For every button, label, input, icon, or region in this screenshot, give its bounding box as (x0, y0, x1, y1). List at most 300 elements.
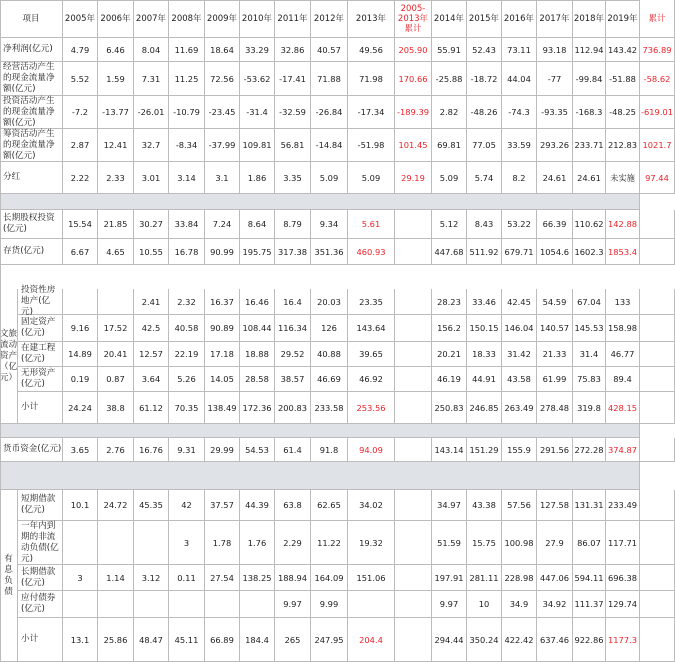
table-cell: 9.31 (169, 438, 205, 462)
table-cell: 6.46 (98, 38, 134, 62)
table-cell: 2.41 (134, 289, 169, 315)
table-cell (640, 289, 675, 315)
table-cell: 594.11 (573, 565, 606, 591)
column-header: 2010年 (240, 0, 275, 38)
column-header: 2007年 (134, 0, 169, 38)
table-cell: 0.87 (98, 367, 134, 392)
table-cell: 5.52 (63, 62, 98, 96)
table-cell: 143.42 (606, 38, 640, 62)
table-cell: 138.25 (240, 565, 275, 591)
column-header: 2009年 (205, 0, 240, 38)
table-cell: -74.3 (502, 96, 537, 129)
table-cell: 4.65 (98, 239, 134, 265)
table-cell (395, 618, 432, 662)
table-cell (395, 210, 432, 239)
table-cell: 1.14 (98, 565, 134, 591)
table-cell: 32.7 (134, 129, 169, 162)
column-header: 2005-2013年累计 (395, 0, 432, 38)
table-cell: 5.74 (467, 162, 502, 194)
table-cell: 27.9 (537, 521, 573, 565)
row-label: 投资活动产生的现金流量净额(亿元) (0, 96, 63, 129)
table-cell: 460.93 (348, 239, 395, 265)
row-label: 分红 (0, 162, 63, 194)
table-cell: 212.83 (606, 129, 640, 162)
table-cell: 246.85 (467, 392, 502, 424)
table-cell: -37.99 (205, 129, 240, 162)
table-cell: -77 (537, 62, 573, 96)
table-cell: 45.11 (169, 618, 205, 662)
table-cell: 16.37 (205, 289, 240, 315)
table-cell: 447.68 (432, 239, 467, 265)
table-cell: 24.24 (63, 392, 98, 424)
table-cell: 679.71 (502, 239, 537, 265)
table-cell: 97.44 (640, 162, 675, 194)
table-cell: 922.86 (573, 618, 606, 662)
table-cell: 61.4 (275, 438, 311, 462)
table-cell (395, 289, 432, 315)
table-cell: 143.64 (348, 315, 395, 342)
table-cell: 66.39 (537, 210, 573, 239)
table-cell: 57.56 (502, 490, 537, 521)
table-cell: 33.29 (240, 38, 275, 62)
table-cell: 52.43 (467, 38, 502, 62)
table-cell: 2.32 (169, 289, 205, 315)
table-cell: 69.81 (432, 129, 467, 162)
table-cell: 91.8 (311, 438, 348, 462)
table-cell: 7.31 (134, 62, 169, 96)
table-cell: 3 (169, 521, 205, 565)
column-header: 2018年 (573, 0, 606, 38)
table-cell: 1.86 (240, 162, 275, 194)
row-label: 在建工程(亿元) (18, 342, 63, 367)
table-cell (169, 591, 205, 618)
column-header: 2016年 (502, 0, 537, 38)
table-cell: 204.4 (348, 618, 395, 662)
table-cell: 19.32 (348, 521, 395, 565)
table-cell: 29.52 (275, 342, 311, 367)
table-cell: -189.39 (395, 96, 432, 129)
table-cell (348, 591, 395, 618)
table-cell: 16.46 (240, 289, 275, 315)
table-cell: 18.88 (240, 342, 275, 367)
table-cell: 20.41 (98, 342, 134, 367)
table-cell: 31.4 (573, 342, 606, 367)
table-cell: 29.99 (205, 438, 240, 462)
table-cell: 247.95 (311, 618, 348, 662)
table-cell: 151.06 (348, 565, 395, 591)
table-cell (395, 367, 432, 392)
table-cell: 40.57 (311, 38, 348, 62)
table-cell: -10.79 (169, 96, 205, 129)
table-cell: 3.12 (134, 565, 169, 591)
table-cell: 29.19 (395, 162, 432, 194)
table-cell: 696.38 (606, 565, 640, 591)
table-cell: 2.33 (98, 162, 134, 194)
table-cell: -619.01 (640, 96, 675, 129)
table-cell: 1853.4 (606, 239, 640, 265)
table-cell: 511.92 (467, 239, 502, 265)
table-cell: 228.98 (502, 565, 537, 591)
table-cell (395, 565, 432, 591)
table-cell: 23.35 (348, 289, 395, 315)
table-cell: -26.84 (311, 96, 348, 129)
table-cell: 143.14 (432, 438, 467, 462)
table-cell (395, 438, 432, 462)
table-cell: 351.36 (311, 239, 348, 265)
table-cell: -168.3 (573, 96, 606, 129)
table-cell: -7.2 (63, 96, 98, 129)
table-cell: 44.91 (467, 367, 502, 392)
column-header: 2008年 (169, 0, 205, 38)
table-cell: 42 (169, 490, 205, 521)
table-cell: 1.76 (240, 521, 275, 565)
table-cell: 18.64 (205, 38, 240, 62)
table-cell: 46.69 (311, 367, 348, 392)
table-cell: 3.64 (134, 367, 169, 392)
table-cell: 205.90 (395, 38, 432, 62)
table-cell: 25.86 (98, 618, 134, 662)
table-cell: 1602.3 (573, 239, 606, 265)
table-cell (395, 490, 432, 521)
table-cell (640, 342, 675, 367)
table-cell: 10 (467, 591, 502, 618)
table-cell: 1021.7 (640, 129, 675, 162)
table-cell: 3 (63, 565, 98, 591)
table-cell: -99.84 (573, 62, 606, 96)
table-cell: 55.91 (432, 38, 467, 62)
table-cell: 170.66 (395, 62, 432, 96)
table-cell: 94.09 (348, 438, 395, 462)
table-cell: 11.22 (311, 521, 348, 565)
table-cell: 250.83 (432, 392, 467, 424)
table-cell: 4.79 (63, 38, 98, 62)
table-cell: 428.15 (606, 392, 640, 424)
table-cell: 145.53 (573, 315, 606, 342)
row-label: 长期股权投资(亿元) (0, 210, 63, 239)
table-cell: 1054.6 (537, 239, 573, 265)
table-cell: 9.97 (275, 591, 311, 618)
table-cell (640, 438, 675, 462)
table-cell: 30.27 (134, 210, 169, 239)
table-cell: 164.09 (311, 565, 348, 591)
table-cell (63, 521, 98, 565)
table-cell: 67.04 (573, 289, 606, 315)
table-cell: 45.35 (134, 490, 169, 521)
table-cell: 3.35 (275, 162, 311, 194)
table-cell: -53.62 (240, 62, 275, 96)
table-cell: 8.43 (467, 210, 502, 239)
table-cell (640, 521, 675, 565)
table-cell: 34.92 (537, 591, 573, 618)
table-cell: 281.11 (467, 565, 502, 591)
table-cell (98, 521, 134, 565)
table-cell (63, 289, 98, 315)
column-header: 2017年 (537, 0, 573, 38)
table-cell: 233.58 (311, 392, 348, 424)
table-cell: 7.24 (205, 210, 240, 239)
table-cell: 5.61 (348, 210, 395, 239)
table-cell: 9.16 (63, 315, 98, 342)
row-label: 小计 (18, 618, 63, 662)
column-header: 2005年 (63, 0, 98, 38)
table-cell: 14.05 (205, 367, 240, 392)
table-cell: 62.65 (311, 490, 348, 521)
table-cell: 34.02 (348, 490, 395, 521)
table-cell: 13.1 (63, 618, 98, 662)
table-cell: -13.77 (98, 96, 134, 129)
table-cell: 31.42 (502, 342, 537, 367)
table-cell: 54.59 (537, 289, 573, 315)
table-cell: -18.72 (467, 62, 502, 96)
row-label: 小计 (18, 392, 63, 424)
row-label: 一年内到期的非流动负债(亿元) (18, 521, 63, 565)
table-cell: 6.67 (63, 239, 98, 265)
table-cell: 100.98 (502, 521, 537, 565)
table-cell: 73.11 (502, 38, 537, 62)
table-cell: 126 (311, 315, 348, 342)
table-cell: 172.36 (240, 392, 275, 424)
table-cell: -48.26 (467, 96, 502, 129)
table-cell: 48.47 (134, 618, 169, 662)
table-cell: 33.59 (502, 129, 537, 162)
table-cell: 17.18 (205, 342, 240, 367)
table-cell: 75.83 (573, 367, 606, 392)
table-cell: 37.57 (205, 490, 240, 521)
table-cell: 2.22 (63, 162, 98, 194)
table-cell: 319.8 (573, 392, 606, 424)
column-header: 2011年 (275, 0, 311, 38)
table-cell: 33.46 (467, 289, 502, 315)
table-cell: 46.77 (606, 342, 640, 367)
table-cell: 56.81 (275, 129, 311, 162)
header-item: 项目 (0, 0, 63, 38)
table-cell: -31.4 (240, 96, 275, 129)
table-cell (640, 315, 675, 342)
table-cell: 11.25 (169, 62, 205, 96)
table-cell: 34.97 (432, 490, 467, 521)
table-cell: 11.69 (169, 38, 205, 62)
table-cell: 2.76 (98, 438, 134, 462)
table-cell: 70.35 (169, 392, 205, 424)
table-cell: -25.88 (432, 62, 467, 96)
table-cell: 72.56 (205, 62, 240, 96)
table-cell: 146.04 (502, 315, 537, 342)
row-label: 存货(亿元) (0, 239, 63, 265)
table-cell (98, 289, 134, 315)
table-cell: 2.82 (432, 96, 467, 129)
table-cell: 10.1 (63, 490, 98, 521)
table-cell: 109.81 (240, 129, 275, 162)
table-cell: 38.8 (98, 392, 134, 424)
table-cell: 21.33 (537, 342, 573, 367)
column-header: 2015年 (467, 0, 502, 38)
table-cell: 184.4 (240, 618, 275, 662)
table-cell: -8.34 (169, 129, 205, 162)
table-cell: 5.09 (311, 162, 348, 194)
table-cell: 24.61 (537, 162, 573, 194)
table-cell: 90.89 (205, 315, 240, 342)
table-cell: 8.04 (134, 38, 169, 62)
table-cell: -58.62 (640, 62, 675, 96)
table-cell: 0.19 (63, 367, 98, 392)
table-cell: 42.45 (502, 289, 537, 315)
table-cell: 156.2 (432, 315, 467, 342)
table-cell: 28.23 (432, 289, 467, 315)
table-cell: 40.58 (169, 315, 205, 342)
group-label-debt: 有息负债 (0, 490, 18, 662)
table-cell: 155.9 (502, 438, 537, 462)
row-label: 经营活动产生的现金流量净额(亿元) (0, 62, 63, 96)
table-cell: 291.56 (537, 438, 573, 462)
table-cell: 294.44 (432, 618, 467, 662)
column-header: 2019年 (606, 0, 640, 38)
spacer-row (0, 424, 640, 438)
table-cell: 8.64 (240, 210, 275, 239)
row-label: 固定资产(亿元) (18, 315, 63, 342)
table-cell: 133 (606, 289, 640, 315)
table-cell: 253.56 (348, 392, 395, 424)
table-cell: 33.84 (169, 210, 205, 239)
table-cell: 89.4 (606, 367, 640, 392)
table-cell: 43.38 (467, 490, 502, 521)
table-cell: -51.88 (606, 62, 640, 96)
table-cell: 9.99 (311, 591, 348, 618)
table-cell: 374.87 (606, 438, 640, 462)
table-cell: 32.86 (275, 38, 311, 62)
table-cell: 233.71 (573, 129, 606, 162)
table-cell: 117.71 (606, 521, 640, 565)
table-cell: 5.09 (348, 162, 395, 194)
row-label: 无形资产(亿元) (18, 367, 63, 392)
table-cell: 108.44 (240, 315, 275, 342)
table-cell: 34.9 (502, 591, 537, 618)
table-cell (395, 239, 432, 265)
table-cell: 736.89 (640, 38, 675, 62)
table-cell (240, 591, 275, 618)
table-cell: 2.87 (63, 129, 98, 162)
table-cell: 112.94 (573, 38, 606, 62)
table-cell: 86.07 (573, 521, 606, 565)
table-cell: 1.78 (205, 521, 240, 565)
table-cell: 43.58 (502, 367, 537, 392)
table-cell: 93.18 (537, 38, 573, 62)
table-cell: 3.14 (169, 162, 205, 194)
column-header: 2012年 (311, 0, 348, 38)
table-cell: 46.92 (348, 367, 395, 392)
table-cell: 24.61 (573, 162, 606, 194)
table-cell (395, 521, 432, 565)
row-label: 短期借款(亿元) (18, 490, 63, 521)
table-cell (640, 565, 675, 591)
row-label: 筹资活动产生的现金流量净额(亿元) (0, 129, 63, 162)
table-cell: -17.41 (275, 62, 311, 96)
group-label-wenlv: 文旅流动资产（亿元） (0, 289, 18, 424)
spacer-row (0, 462, 640, 490)
table-cell: 127.58 (537, 490, 573, 521)
table-cell: 317.38 (275, 239, 311, 265)
table-cell (98, 591, 134, 618)
table-cell: -48.25 (606, 96, 640, 129)
table-cell (63, 591, 98, 618)
table-cell: 66.89 (205, 618, 240, 662)
row-label: 投资性房地产(亿元) (18, 289, 63, 315)
table-cell (395, 342, 432, 367)
table-cell: 未实施 (606, 162, 640, 194)
table-cell: 0.11 (169, 565, 205, 591)
table-cell: -23.45 (205, 96, 240, 129)
table-cell: 3.1 (205, 162, 240, 194)
table-cell: 350.24 (467, 618, 502, 662)
table-cell: 16.76 (134, 438, 169, 462)
table-cell: 138.49 (205, 392, 240, 424)
table-cell: 1.59 (98, 62, 134, 96)
table-cell: 49.56 (348, 38, 395, 62)
table-cell: 293.26 (537, 129, 573, 162)
table-cell (395, 392, 432, 424)
table-cell: 22.19 (169, 342, 205, 367)
table-cell: -93.35 (537, 96, 573, 129)
table-cell: 272.28 (573, 438, 606, 462)
table-cell: 5.12 (432, 210, 467, 239)
table-cell: 9.97 (432, 591, 467, 618)
row-label: 长期借款(亿元) (18, 565, 63, 591)
table-cell: 142.88 (606, 210, 640, 239)
table-cell (640, 239, 675, 265)
table-cell: 140.57 (537, 315, 573, 342)
table-cell: 5.26 (169, 367, 205, 392)
table-cell: 63.8 (275, 490, 311, 521)
table-cell (640, 392, 675, 424)
table-cell: 51.59 (432, 521, 467, 565)
table-cell: -51.98 (348, 129, 395, 162)
table-cell: 18.33 (467, 342, 502, 367)
table-cell: 1177.3 (606, 618, 640, 662)
column-header: 2014年 (432, 0, 467, 38)
table-cell: 9.34 (311, 210, 348, 239)
table-cell: 101.45 (395, 129, 432, 162)
table-cell: 129.74 (606, 591, 640, 618)
column-header: 2006年 (98, 0, 134, 38)
table-cell: 151.29 (467, 438, 502, 462)
table-cell: 27.54 (205, 565, 240, 591)
table-cell: 637.46 (537, 618, 573, 662)
table-cell: 54.53 (240, 438, 275, 462)
table-cell: 44.39 (240, 490, 275, 521)
column-header: 累计 (640, 0, 675, 38)
table-cell (395, 591, 432, 618)
table-cell (640, 618, 675, 662)
table-cell (640, 210, 675, 239)
table-cell: 5.09 (432, 162, 467, 194)
table-cell: 195.75 (240, 239, 275, 265)
table-cell: 17.52 (98, 315, 134, 342)
table-cell: 3.65 (63, 438, 98, 462)
table-cell: 158.98 (606, 315, 640, 342)
row-label: 货币资金(亿元) (0, 438, 63, 462)
table-cell (640, 490, 675, 521)
table-cell: 2.29 (275, 521, 311, 565)
table-cell: 197.91 (432, 565, 467, 591)
table-cell: 44.04 (502, 62, 537, 96)
table-cell: -32.59 (275, 96, 311, 129)
spacer-row (0, 194, 640, 210)
column-header: 2013年 (348, 0, 395, 38)
table-cell: -26.01 (134, 96, 169, 129)
table-cell: 90.99 (205, 239, 240, 265)
table-cell: 15.75 (467, 521, 502, 565)
table-cell: -14.84 (311, 129, 348, 162)
table-cell: 77.05 (467, 129, 502, 162)
